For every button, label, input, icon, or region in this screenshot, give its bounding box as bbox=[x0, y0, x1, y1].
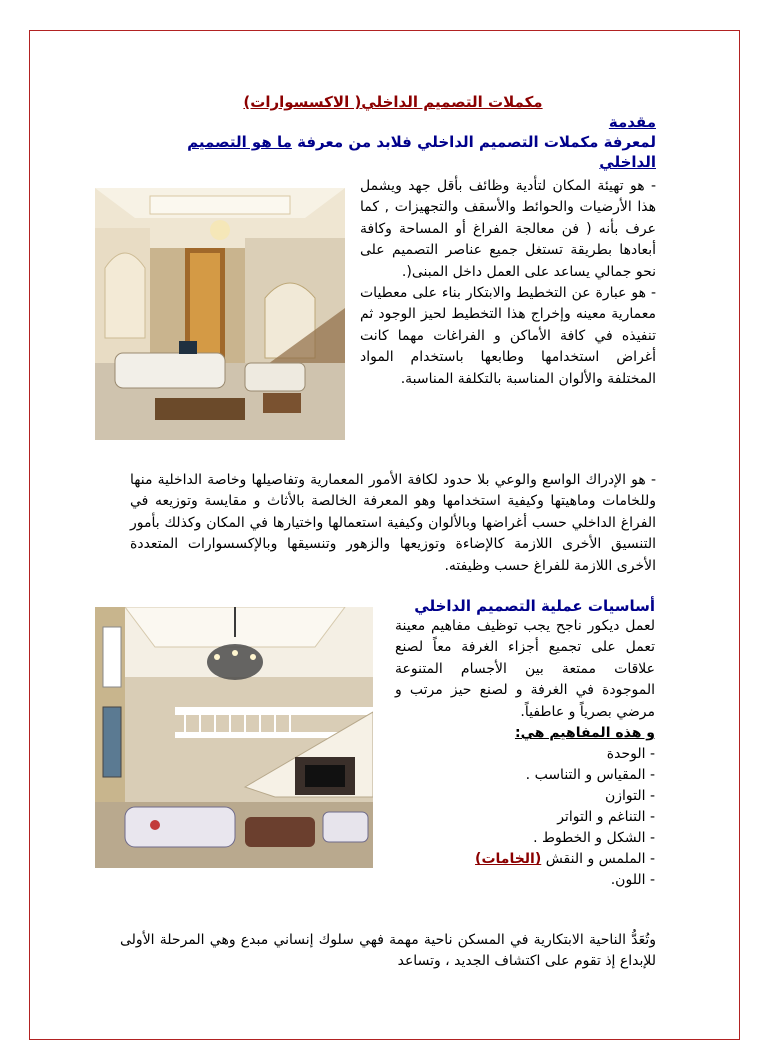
closing-block bbox=[120, 930, 656, 973]
concepts-heading: و هذه المفاهيم هي: bbox=[514, 725, 655, 742]
section-2-block bbox=[395, 596, 655, 891]
chandelier-hall-image bbox=[95, 607, 373, 868]
concept-item: - التوازن bbox=[604, 788, 655, 805]
intro-question-prefix: لمعرفة مكملات التصميم الداخلي فلابد من معرفة bbox=[291, 133, 656, 151]
concept-item: - التناغم و التواتر bbox=[557, 809, 655, 826]
living-room-image bbox=[95, 188, 345, 440]
document-title: مكملات التصميم الداخلي( الاكسسوارات) bbox=[243, 93, 543, 111]
header-block bbox=[130, 92, 656, 172]
section-2-paragraph: لعمل ديكور ناجح يجب توظيف مفاهيم معينة تعمل على تجميع أجزاء الغرفة معاً لصنع علاقات ممتعة بين الأجسام المتنوعة الموجودة في الغرفة و لصنع حيز مرتب و مرضي بصرياً و عاطفياً. bbox=[395, 618, 655, 720]
concept-item-texture bbox=[395, 849, 655, 870]
concept-item: - الوحدة bbox=[606, 746, 655, 763]
concept-texture-text: - الملمس و النقش bbox=[541, 851, 655, 868]
section-2-heading: أساسيات عملية التصميم الداخلي bbox=[414, 597, 655, 615]
intro-question-link[interactable]: ما هو التصميم الداخلي bbox=[187, 133, 656, 171]
concepts-list bbox=[395, 744, 655, 891]
intro-question bbox=[130, 132, 656, 172]
materials-link[interactable]: (الخامات) bbox=[475, 851, 542, 868]
paragraph-2: - هو عبارة عن التخطيط والابتكار بناء على معطيات معمارية معينه وإخراج هذا التخطيط لحيز الوجود ثم تنفيذه في كافة الأماكن و الفراغات مهما كانت أغراض استخدامها وطابعها باستخدام المواد المختلفة والألوان المناسبة بالتكلفة المناسبة. bbox=[360, 285, 656, 387]
paragraph-3-block bbox=[130, 470, 656, 577]
concept-item: - المقياس و التناسب . bbox=[525, 767, 655, 784]
paragraph-3: - هو الإدراك الواسع والوعي بلا حدود لكافة الأمور المعمارية وتفاصيلها وخاصة الداخلية منها وللخامات وماهيتها وكيفية استخدامها وهو المعرفة الخالصة بالأثاث و مقايسة وتوزيعه في الفراغ الداخلي حسب أغراضها وبالألوان وكيفية استعمالها واختيارها في المكان وكذلك بأمور التنسيق الأخرى اللازمة كالإضاءة وتوزيعها والزهور وتنسيقها وبالإكسسوارات المتعددة الأخرى اللازمة للفراغ حسب وظيفته. bbox=[130, 472, 656, 574]
closing-paragraph: وتُعَدُّ الناحية الابتكارية في المسكن ناحية مهمة فهي سلوك إنساني مبدع وهي المرحلة الأولى للإبداع إذ تقوم على اكتشاف الجديد ، وتساعد bbox=[120, 932, 656, 970]
definition-block bbox=[360, 176, 656, 390]
concept-item: - اللون. bbox=[610, 872, 655, 889]
concept-item: - الشكل و الخطوط . bbox=[533, 830, 655, 847]
paragraph-1: - هو تهيئة المكان لتأدية وظائف بأقل جهد ويشمل هذا الأرضيات والحوائط والأسقف والتجهيزات , كما عرف بأنه ( فن معالجة الفراغ أو المساحة وكافة أبعادها بطريقة تستغل جميع عناصر التصميم على نحو جمالي يساعد على العمل داخل المبنى(. bbox=[360, 178, 656, 280]
intro-heading: مقدمة bbox=[608, 113, 656, 131]
